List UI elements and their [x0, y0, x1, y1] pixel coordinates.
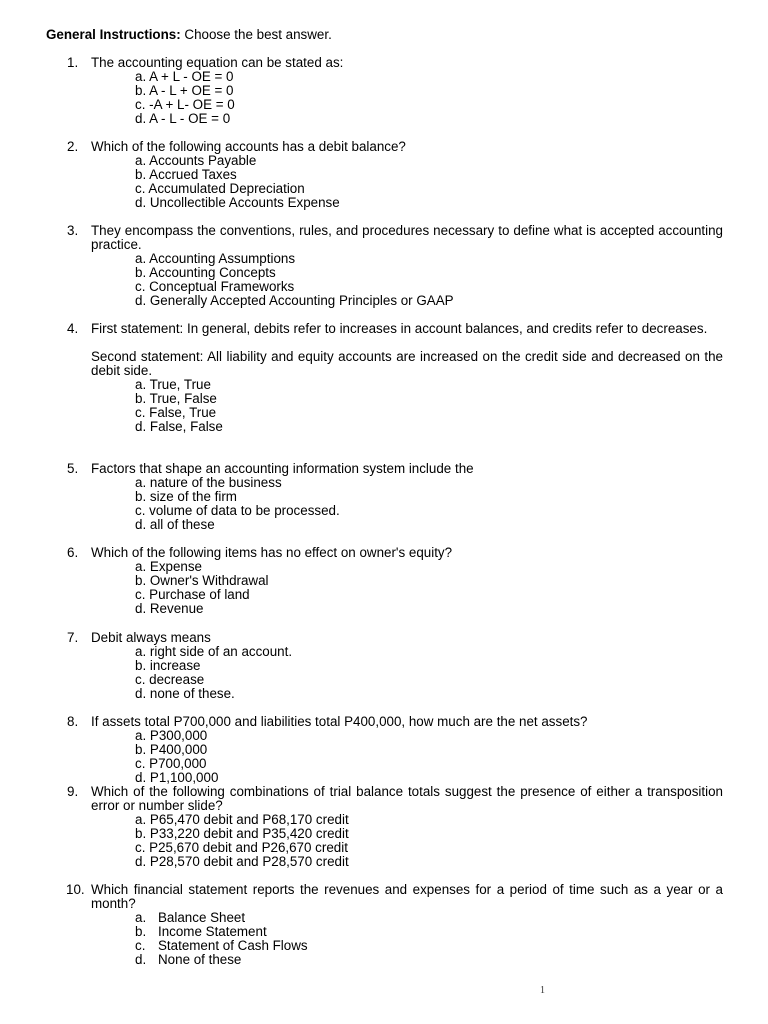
answer-options: [0, 911, 768, 967]
answer-option: b. P33,220 debit and P35,420 credit: [135, 826, 349, 841]
general-instructions: [46, 27, 332, 43]
question-number: 10.: [66, 882, 85, 897]
answer-option: a. True, True: [135, 377, 211, 392]
option-label: Balance Sheet: [158, 910, 246, 925]
answer-option: b. Accounting Concepts: [135, 265, 276, 280]
question-text: [91, 546, 723, 560]
first-statement: First statement: In general, debits refer to increases in account balances, and credits refer to decreases.: [91, 321, 708, 336]
answer-option: b. A - L + OE = 0: [135, 83, 234, 98]
question-number: 1.: [67, 55, 79, 70]
question-stem: Which financial statement reports the revenues and expenses for a period of time such as a year or a month?: [91, 882, 723, 911]
answer-options: [0, 645, 768, 701]
question-text: [91, 56, 723, 70]
answer-option: a. P65,470 debit and P68,170 credit: [135, 812, 349, 827]
question-4: [0, 322, 768, 434]
question-text: [91, 322, 723, 378]
answer-option: d. A - L - OE = 0: [135, 111, 231, 126]
second-statement: Second statement: All liability and equity accounts are increased on the credit side and decreased on the debit side.: [91, 349, 723, 378]
question-text: [91, 140, 723, 154]
answer-option: [135, 939, 768, 953]
answer-options: [0, 813, 768, 869]
page-number: 1: [540, 985, 545, 996]
answer-options: [0, 729, 768, 785]
answer-option: a. right side of an account.: [135, 644, 293, 659]
answer-option: a. nature of the business: [135, 475, 282, 490]
question-stem: Debit always means: [91, 630, 211, 645]
answer-option: c. decrease: [135, 672, 205, 687]
instructions-text: Choose the best answer.: [184, 27, 332, 42]
answer-options: [0, 560, 768, 616]
option-letter: c.: [135, 938, 146, 953]
option-letter: a.: [135, 910, 147, 925]
question-stem: Which of the following items has no effect on owner's equity?: [91, 545, 453, 560]
question-text: [91, 462, 723, 476]
answer-option: c. P700,000: [135, 756, 207, 771]
answer-options: [0, 154, 768, 210]
answer-option: b. increase: [135, 658, 201, 673]
answer-option: c. P25,670 debit and P26,670 credit: [135, 840, 348, 855]
answer-option: [135, 953, 768, 967]
answer-options: [0, 378, 768, 434]
question-stem: Factors that shape an accounting information system include the: [91, 461, 474, 476]
answer-option: d. Uncollectible Accounts Expense: [135, 195, 340, 210]
answer-option: [135, 911, 768, 925]
answer-option: b. P400,000: [135, 742, 208, 757]
question-7: [0, 631, 768, 701]
answer-option: d. Generally Accepted Accounting Principles or GAAP: [135, 293, 454, 308]
question-10: [0, 883, 768, 967]
question-6: [0, 546, 768, 616]
answer-option: b. Owner's Withdrawal: [135, 573, 269, 588]
question-3: [0, 224, 768, 308]
question-stem: If assets total P700,000 and liabilities total P400,000, how much are the net assets?: [91, 714, 588, 729]
answer-option: c. Purchase of land: [135, 587, 250, 602]
answer-option: d. P28,570 debit and P28,570 credit: [135, 854, 349, 869]
question-2: [0, 140, 768, 210]
answer-option: a. Expense: [135, 559, 202, 574]
answer-option: a. Accounts Payable: [135, 153, 257, 168]
answer-option: c. Accumulated Depreciation: [135, 181, 305, 196]
answer-options: [0, 476, 768, 532]
question-8: [0, 715, 768, 785]
answer-option: d. P1,100,000: [135, 770, 219, 785]
answer-options: [0, 252, 768, 308]
question-5: [0, 462, 768, 532]
option-letter: d.: [135, 952, 147, 967]
answer-option: c. volume of data to be processed.: [135, 503, 340, 518]
question-text: [91, 631, 723, 645]
answer-option: a. Accounting Assumptions: [135, 251, 296, 266]
answer-option: c. Conceptual Frameworks: [135, 279, 295, 294]
option-label: Income Statement: [158, 924, 267, 939]
answer-option: b. Accrued Taxes: [135, 167, 237, 182]
answer-options: [0, 70, 768, 126]
question-number: 5.: [67, 461, 79, 476]
question-number: 6.: [67, 545, 79, 560]
answer-option: b. size of the firm: [135, 489, 237, 504]
option-label: None of these: [158, 952, 242, 967]
question-9: [0, 785, 768, 869]
question-stem: Which of the following accounts has a debit balance?: [91, 139, 406, 154]
question-1: [0, 56, 768, 126]
question-text: [91, 715, 723, 729]
answer-option: d. none of these.: [135, 686, 235, 701]
question-stem: They encompass the conventions, rules, and procedures necessary to define what is accepted accounting practice.: [91, 223, 723, 252]
question-number: 4.: [67, 321, 79, 336]
question-number: 9.: [67, 784, 79, 799]
question-text: [91, 785, 723, 813]
question-number: 8.: [67, 714, 79, 729]
question-text: [91, 883, 723, 911]
answer-option: c. False, True: [135, 405, 217, 420]
answer-option: a. A + L - OE = 0: [135, 69, 234, 84]
instructions-label: General Instructions:: [46, 27, 181, 42]
answer-option: b. True, False: [135, 391, 217, 406]
question-number: 2.: [67, 139, 79, 154]
answer-option: [135, 925, 768, 939]
question-stem: Which of the following combinations of trial balance totals suggest the presence of either a transposition error or number slide?: [91, 784, 723, 813]
question-number: 3.: [67, 223, 79, 238]
option-label: Statement of Cash Flows: [158, 938, 308, 953]
question-stem: The accounting equation can be stated as:: [91, 55, 344, 70]
answer-option: d. Revenue: [135, 601, 204, 616]
question-text: [91, 224, 723, 252]
question-number: 7.: [67, 630, 79, 645]
option-letter: b.: [135, 924, 147, 939]
answer-option: d. all of these: [135, 517, 215, 532]
answer-option: c. -A + L- OE = 0: [135, 97, 235, 112]
answer-option: d. False, False: [135, 419, 223, 434]
answer-option: a. P300,000: [135, 728, 208, 743]
